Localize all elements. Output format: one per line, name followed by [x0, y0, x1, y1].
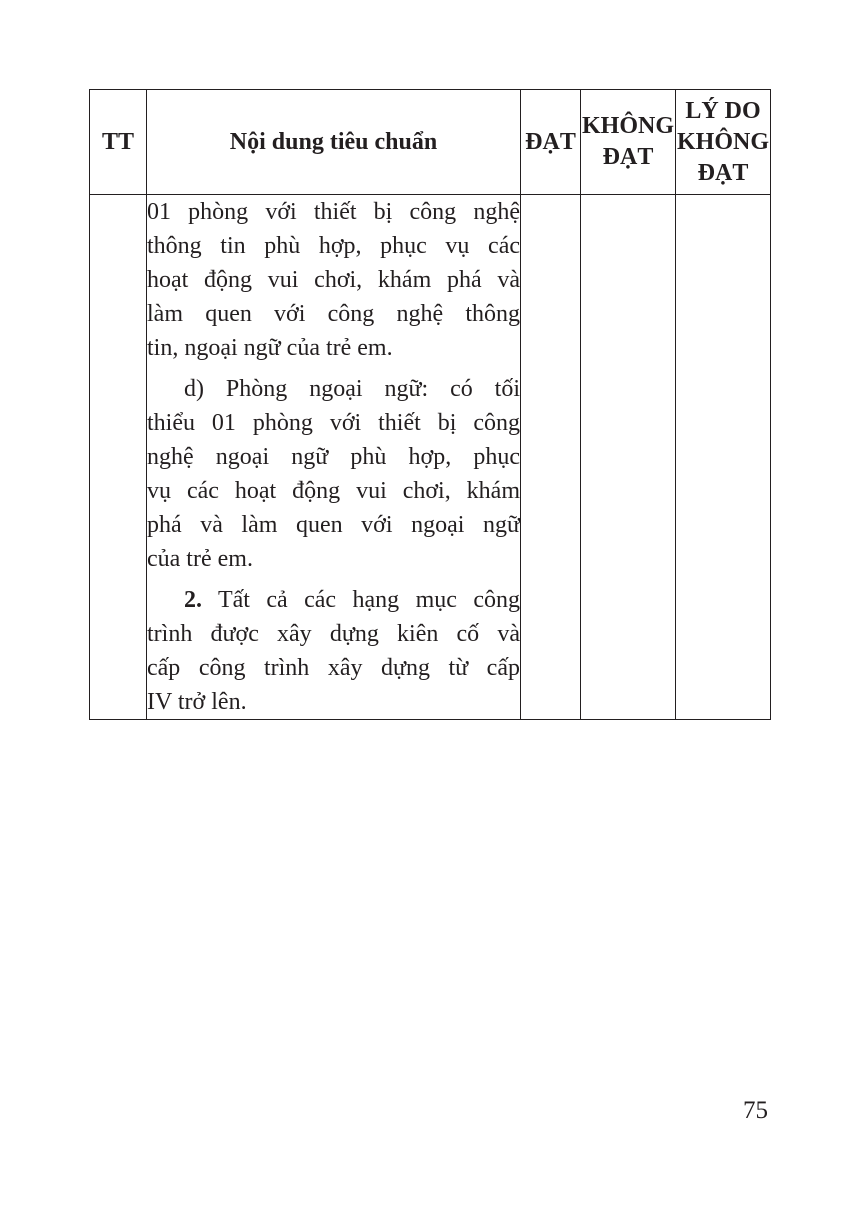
text-line: vụ các hoạt động vui chơi, khám: [147, 478, 520, 504]
header-dat: ĐẠT: [521, 90, 581, 195]
criteria-table: [89, 89, 771, 720]
header-ly-do-line: ĐẠT: [697, 159, 749, 186]
header-ly-do-line: KHÔNG: [676, 128, 769, 155]
item-number: 2.: [184, 587, 202, 613]
text-line: làm quen với công nghệ thông: [147, 301, 520, 327]
text-line: IV trở lên.: [147, 689, 247, 715]
header-content: Nội dung tiêu chuẩn: [147, 90, 521, 195]
text-line: thiểu 01 phòng với thiết bị công: [147, 410, 520, 436]
header-ly-do: [676, 90, 771, 195]
paragraph-2-construction: [147, 583, 520, 719]
cell-tt: [90, 195, 147, 720]
cell-khong-dat: [581, 195, 676, 720]
text-line: của trẻ em.: [147, 546, 253, 572]
text-line-rest: Tất cả các hạng mục công: [202, 587, 520, 613]
text-line: [147, 583, 520, 617]
table-header-row: [90, 90, 771, 195]
header-ly-do-line: LÝ DO: [685, 97, 761, 124]
cell-content: [147, 195, 521, 720]
page-number: 75: [743, 1097, 768, 1124]
text-line: d) Phòng ngoại ngữ: có tối: [184, 376, 520, 402]
table-row: [90, 195, 771, 720]
cell-ly-do: [676, 195, 771, 720]
header-khong-dat-line: KHÔNG: [581, 113, 674, 139]
text-line: thông tin phù hợp, phục vụ các: [147, 233, 520, 259]
text-line: nghệ ngoại ngữ phù hợp, phục: [147, 444, 520, 470]
cell-dat: [521, 195, 581, 720]
paragraph-d-language-room: [147, 372, 520, 576]
header-khong-dat-line: ĐẠT: [602, 144, 654, 170]
text-line: trình được xây dựng kiên cố và: [147, 621, 520, 647]
header-khong-dat: [581, 90, 676, 195]
text-line: hoạt động vui chơi, khám phá và: [147, 267, 520, 293]
text-line: tin, ngoại ngữ của trẻ em.: [147, 335, 393, 361]
header-tt: TT: [90, 90, 147, 195]
text-line: phá và làm quen với ngoại ngữ: [147, 512, 520, 538]
text-line: cấp công trình xây dựng từ cấp: [147, 655, 520, 681]
paragraph-continuation: [147, 195, 520, 365]
text-line: 01 phòng với thiết bị công nghệ: [147, 199, 520, 225]
